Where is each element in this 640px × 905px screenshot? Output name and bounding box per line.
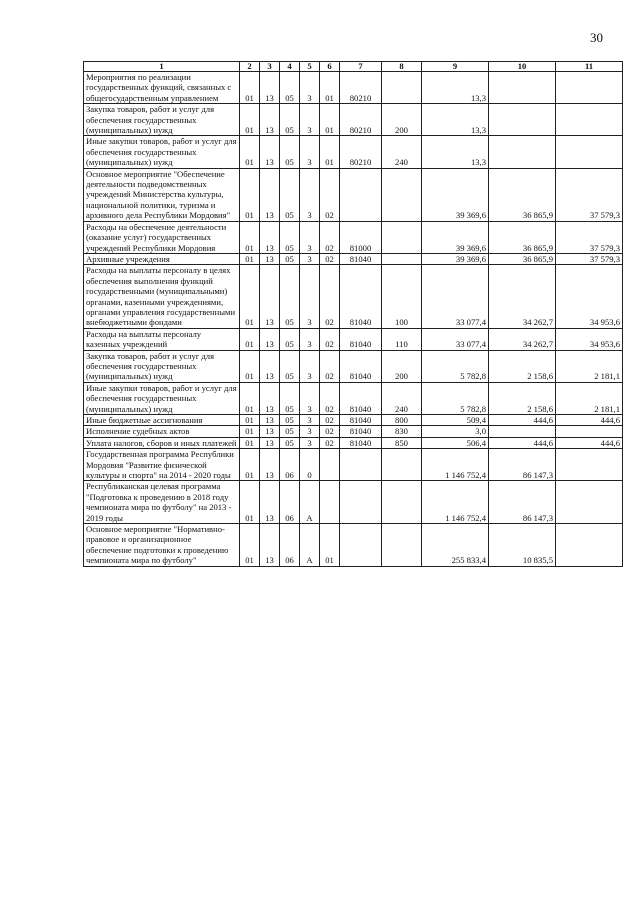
amount-col-9: 39 369,6 (422, 221, 489, 253)
amount-col-10 (489, 426, 556, 437)
expense-type-code: 800 (382, 415, 422, 426)
section-code: 01 (240, 221, 260, 253)
subsection-code: 13 (260, 350, 280, 382)
section-code: 01 (240, 426, 260, 437)
program-code: 05 (280, 382, 300, 414)
subsection-code: 13 (260, 104, 280, 136)
program-code: 05 (280, 104, 300, 136)
subsection-code: 13 (260, 415, 280, 426)
direction-code: 81040 (340, 328, 382, 350)
section-code: 01 (240, 449, 260, 481)
amount-col-11 (556, 104, 623, 136)
direction-code: 80210 (340, 136, 382, 168)
expense-type-code: 110 (382, 328, 422, 350)
amount-col-11: 2 181,1 (556, 382, 623, 414)
subsection-code: 13 (260, 449, 280, 481)
section-code: 01 (240, 350, 260, 382)
row-name: Исполнение судебных актов (84, 426, 240, 437)
column-header: 10 (489, 62, 556, 72)
program-code: 05 (280, 328, 300, 350)
subprogram-code: 3 (300, 426, 320, 437)
section-code: 01 (240, 328, 260, 350)
amount-col-11 (556, 481, 623, 524)
section-code: 01 (240, 104, 260, 136)
measure-code: 02 (320, 221, 340, 253)
subsection-code: 13 (260, 221, 280, 253)
direction-code: 81040 (340, 382, 382, 414)
subprogram-code: 3 (300, 104, 320, 136)
expense-type-code (382, 481, 422, 524)
row-name: Иные закупки товаров, работ и услуг для обеспечения государственных (муниципальных) нужд (84, 382, 240, 414)
subsection-code: 13 (260, 524, 280, 567)
table-row (84, 415, 623, 426)
measure-code (320, 449, 340, 481)
expense-type-code (382, 524, 422, 567)
amount-col-11: 2 181,1 (556, 350, 623, 382)
program-code: 05 (280, 253, 300, 264)
direction-code: 81040 (340, 437, 382, 448)
column-header: 5 (300, 62, 320, 72)
row-name: Расходы на обеспечение деятельности (оказание услуг) государственных учреждений Республики Мордовия (84, 221, 240, 253)
subsection-code: 13 (260, 437, 280, 448)
amount-col-9: 3,0 (422, 426, 489, 437)
measure-code: 01 (320, 136, 340, 168)
table-row (84, 426, 623, 437)
amount-col-10 (489, 136, 556, 168)
subprogram-code: 3 (300, 437, 320, 448)
section-code: 01 (240, 524, 260, 567)
direction-code: 80210 (340, 72, 382, 104)
subprogram-code: 3 (300, 415, 320, 426)
column-header: 2 (240, 62, 260, 72)
column-header: 3 (260, 62, 280, 72)
direction-code (340, 168, 382, 221)
amount-col-11 (556, 426, 623, 437)
expense-type-code: 850 (382, 437, 422, 448)
table-row (84, 382, 623, 414)
measure-code: 02 (320, 350, 340, 382)
expense-type-code: 200 (382, 104, 422, 136)
row-name: Государственная программа Республики Мордовия "Развитие физической культуры и спорта" на 2014 - 2020 годы (84, 449, 240, 481)
section-code: 01 (240, 72, 260, 104)
amount-col-9: 13,3 (422, 72, 489, 104)
amount-col-10: 444,6 (489, 437, 556, 448)
program-code: 06 (280, 524, 300, 567)
program-code: 05 (280, 415, 300, 426)
section-code: 01 (240, 415, 260, 426)
amount-col-10: 2 158,6 (489, 350, 556, 382)
amount-col-9: 39 369,6 (422, 168, 489, 221)
column-header: 7 (340, 62, 382, 72)
table-row (84, 350, 623, 382)
amount-col-10: 2 158,6 (489, 382, 556, 414)
measure-code: 02 (320, 328, 340, 350)
direction-code: 81040 (340, 253, 382, 264)
row-name: Иные бюджетные ассигнования (84, 415, 240, 426)
measure-code: 02 (320, 426, 340, 437)
program-code: 05 (280, 168, 300, 221)
direction-code: 80210 (340, 104, 382, 136)
table-row (84, 221, 623, 253)
subprogram-code: 3 (300, 382, 320, 414)
amount-col-10: 86 147,3 (489, 481, 556, 524)
program-code: 05 (280, 426, 300, 437)
subprogram-code: 3 (300, 136, 320, 168)
subprogram-code: 3 (300, 168, 320, 221)
measure-code: 02 (320, 382, 340, 414)
row-name: Основное мероприятие "Нормативно-правовое и организационное обеспечение подготовки к проведению чемпионата мира по футболу" (84, 524, 240, 567)
subsection-code: 13 (260, 382, 280, 414)
amount-col-10: 36 865,9 (489, 221, 556, 253)
amount-col-11: 34 953,6 (556, 328, 623, 350)
table-row (84, 328, 623, 350)
section-code: 01 (240, 437, 260, 448)
subprogram-code: 0 (300, 449, 320, 481)
direction-code: 81000 (340, 221, 382, 253)
amount-col-11: 37 579,3 (556, 253, 623, 264)
row-name: Мероприятия по реализации государственных функций, связанных с общегосударственным управлением (84, 72, 240, 104)
amount-col-10: 34 262,7 (489, 328, 556, 350)
amount-col-9: 13,3 (422, 136, 489, 168)
expense-type-code: 240 (382, 136, 422, 168)
expense-type-code: 100 (382, 265, 422, 328)
amount-col-10 (489, 72, 556, 104)
subsection-code: 13 (260, 328, 280, 350)
measure-code: 02 (320, 265, 340, 328)
header-row (84, 62, 623, 72)
amount-col-9: 5 782,8 (422, 382, 489, 414)
program-code: 06 (280, 481, 300, 524)
column-header: 1 (84, 62, 240, 72)
section-code: 01 (240, 136, 260, 168)
amount-col-11 (556, 136, 623, 168)
row-name: Основное мероприятие "Обеспечение деятельности подведомственных учреждений Министерства культуры, национальной политики, туризма и архивного дела Республики Мордовия" (84, 168, 240, 221)
expense-type-code: 200 (382, 350, 422, 382)
row-name: Закупка товаров, работ и услуг для обеспечения государственных (муниципальных) нужд (84, 350, 240, 382)
table-row (84, 253, 623, 264)
amount-col-11 (556, 449, 623, 481)
program-code: 05 (280, 136, 300, 168)
section-code: 01 (240, 253, 260, 264)
subsection-code: 13 (260, 72, 280, 104)
amount-col-9: 13,3 (422, 104, 489, 136)
program-code: 06 (280, 449, 300, 481)
amount-col-11 (556, 524, 623, 567)
measure-code (320, 481, 340, 524)
program-code: 05 (280, 350, 300, 382)
expense-type-code (382, 253, 422, 264)
subsection-code: 13 (260, 168, 280, 221)
subprogram-code: 3 (300, 265, 320, 328)
expense-type-code (382, 449, 422, 481)
expense-type-code (382, 168, 422, 221)
subprogram-code: 3 (300, 221, 320, 253)
expense-type-code (382, 72, 422, 104)
amount-col-10 (489, 104, 556, 136)
amount-col-10: 36 865,9 (489, 253, 556, 264)
row-name: Расходы на выплаты персоналу казенных учреждений (84, 328, 240, 350)
column-header: 11 (556, 62, 623, 72)
amount-col-9: 33 077,4 (422, 328, 489, 350)
page-number: 30 (590, 30, 603, 45)
amount-col-10: 444,6 (489, 415, 556, 426)
amount-col-9: 5 782,8 (422, 350, 489, 382)
column-header: 8 (382, 62, 422, 72)
program-code: 05 (280, 221, 300, 253)
table-row (84, 168, 623, 221)
subprogram-code: 3 (300, 253, 320, 264)
table-row (84, 437, 623, 448)
expense-type-code: 240 (382, 382, 422, 414)
subprogram-code: А (300, 481, 320, 524)
amount-col-9: 509,4 (422, 415, 489, 426)
table-row (84, 524, 623, 567)
subsection-code: 13 (260, 265, 280, 328)
measure-code: 01 (320, 524, 340, 567)
measure-code: 02 (320, 437, 340, 448)
column-header: 6 (320, 62, 340, 72)
subprogram-code: А (300, 524, 320, 567)
amount-col-9: 255 833,4 (422, 524, 489, 567)
subsection-code: 13 (260, 253, 280, 264)
subprogram-code: 3 (300, 328, 320, 350)
amount-col-9: 39 369,6 (422, 253, 489, 264)
amount-col-10: 86 147,3 (489, 449, 556, 481)
table-row (84, 72, 623, 104)
direction-code: 81040 (340, 265, 382, 328)
section-code: 01 (240, 382, 260, 414)
amount-col-11: 444,6 (556, 437, 623, 448)
amount-col-11: 34 953,6 (556, 265, 623, 328)
measure-code: 01 (320, 72, 340, 104)
measure-code: 02 (320, 168, 340, 221)
measure-code: 02 (320, 253, 340, 264)
column-header: 4 (280, 62, 300, 72)
table-row (84, 136, 623, 168)
program-code: 05 (280, 265, 300, 328)
budget-table (83, 61, 623, 567)
row-name: Архивные учреждения (84, 253, 240, 264)
expense-type-code: 830 (382, 426, 422, 437)
table-row (84, 481, 623, 524)
row-name: Закупка товаров, работ и услуг для обеспечения государственных (муниципальных) нужд (84, 104, 240, 136)
row-name: Иные закупки товаров, работ и услуг для обеспечения государственных (муниципальных) нужд (84, 136, 240, 168)
measure-code: 01 (320, 104, 340, 136)
amount-col-11: 37 579,3 (556, 168, 623, 221)
direction-code: 81040 (340, 350, 382, 382)
section-code: 01 (240, 481, 260, 524)
direction-code (340, 481, 382, 524)
amount-col-9: 1 146 752,4 (422, 449, 489, 481)
program-code: 05 (280, 437, 300, 448)
subsection-code: 13 (260, 426, 280, 437)
direction-code (340, 449, 382, 481)
row-name: Расходы на выплаты персоналу в целях обеспечения выполнения функций государственными (муниципальными) органами, казенными учреждениями, органами управления государственными внебюджетными фондами (84, 265, 240, 328)
row-name: Уплата налогов, сборов и иных платежей (84, 437, 240, 448)
amount-col-9: 506,4 (422, 437, 489, 448)
amount-col-11: 37 579,3 (556, 221, 623, 253)
amount-col-10: 36 865,9 (489, 168, 556, 221)
subsection-code: 13 (260, 136, 280, 168)
section-code: 01 (240, 265, 260, 328)
subsection-code: 13 (260, 481, 280, 524)
subprogram-code: 3 (300, 350, 320, 382)
amount-col-11 (556, 72, 623, 104)
table-body (84, 72, 623, 567)
amount-col-9: 33 077,4 (422, 265, 489, 328)
section-code: 01 (240, 168, 260, 221)
direction-code: 81040 (340, 426, 382, 437)
table-row (84, 449, 623, 481)
amount-col-9: 1 146 752,4 (422, 481, 489, 524)
program-code: 05 (280, 72, 300, 104)
table-row (84, 104, 623, 136)
table-row (84, 265, 623, 328)
direction-code (340, 524, 382, 567)
amount-col-11: 444,6 (556, 415, 623, 426)
subprogram-code: 3 (300, 72, 320, 104)
amount-col-10: 34 262,7 (489, 265, 556, 328)
measure-code: 02 (320, 415, 340, 426)
direction-code: 81040 (340, 415, 382, 426)
amount-col-10: 10 835,5 (489, 524, 556, 567)
row-name: Республиканская целевая программа "Подготовка к проведению в 2018 году чемпионата мира по футболу" на 2013 - 2019 годы (84, 481, 240, 524)
expense-type-code (382, 221, 422, 253)
column-header: 9 (422, 62, 489, 72)
